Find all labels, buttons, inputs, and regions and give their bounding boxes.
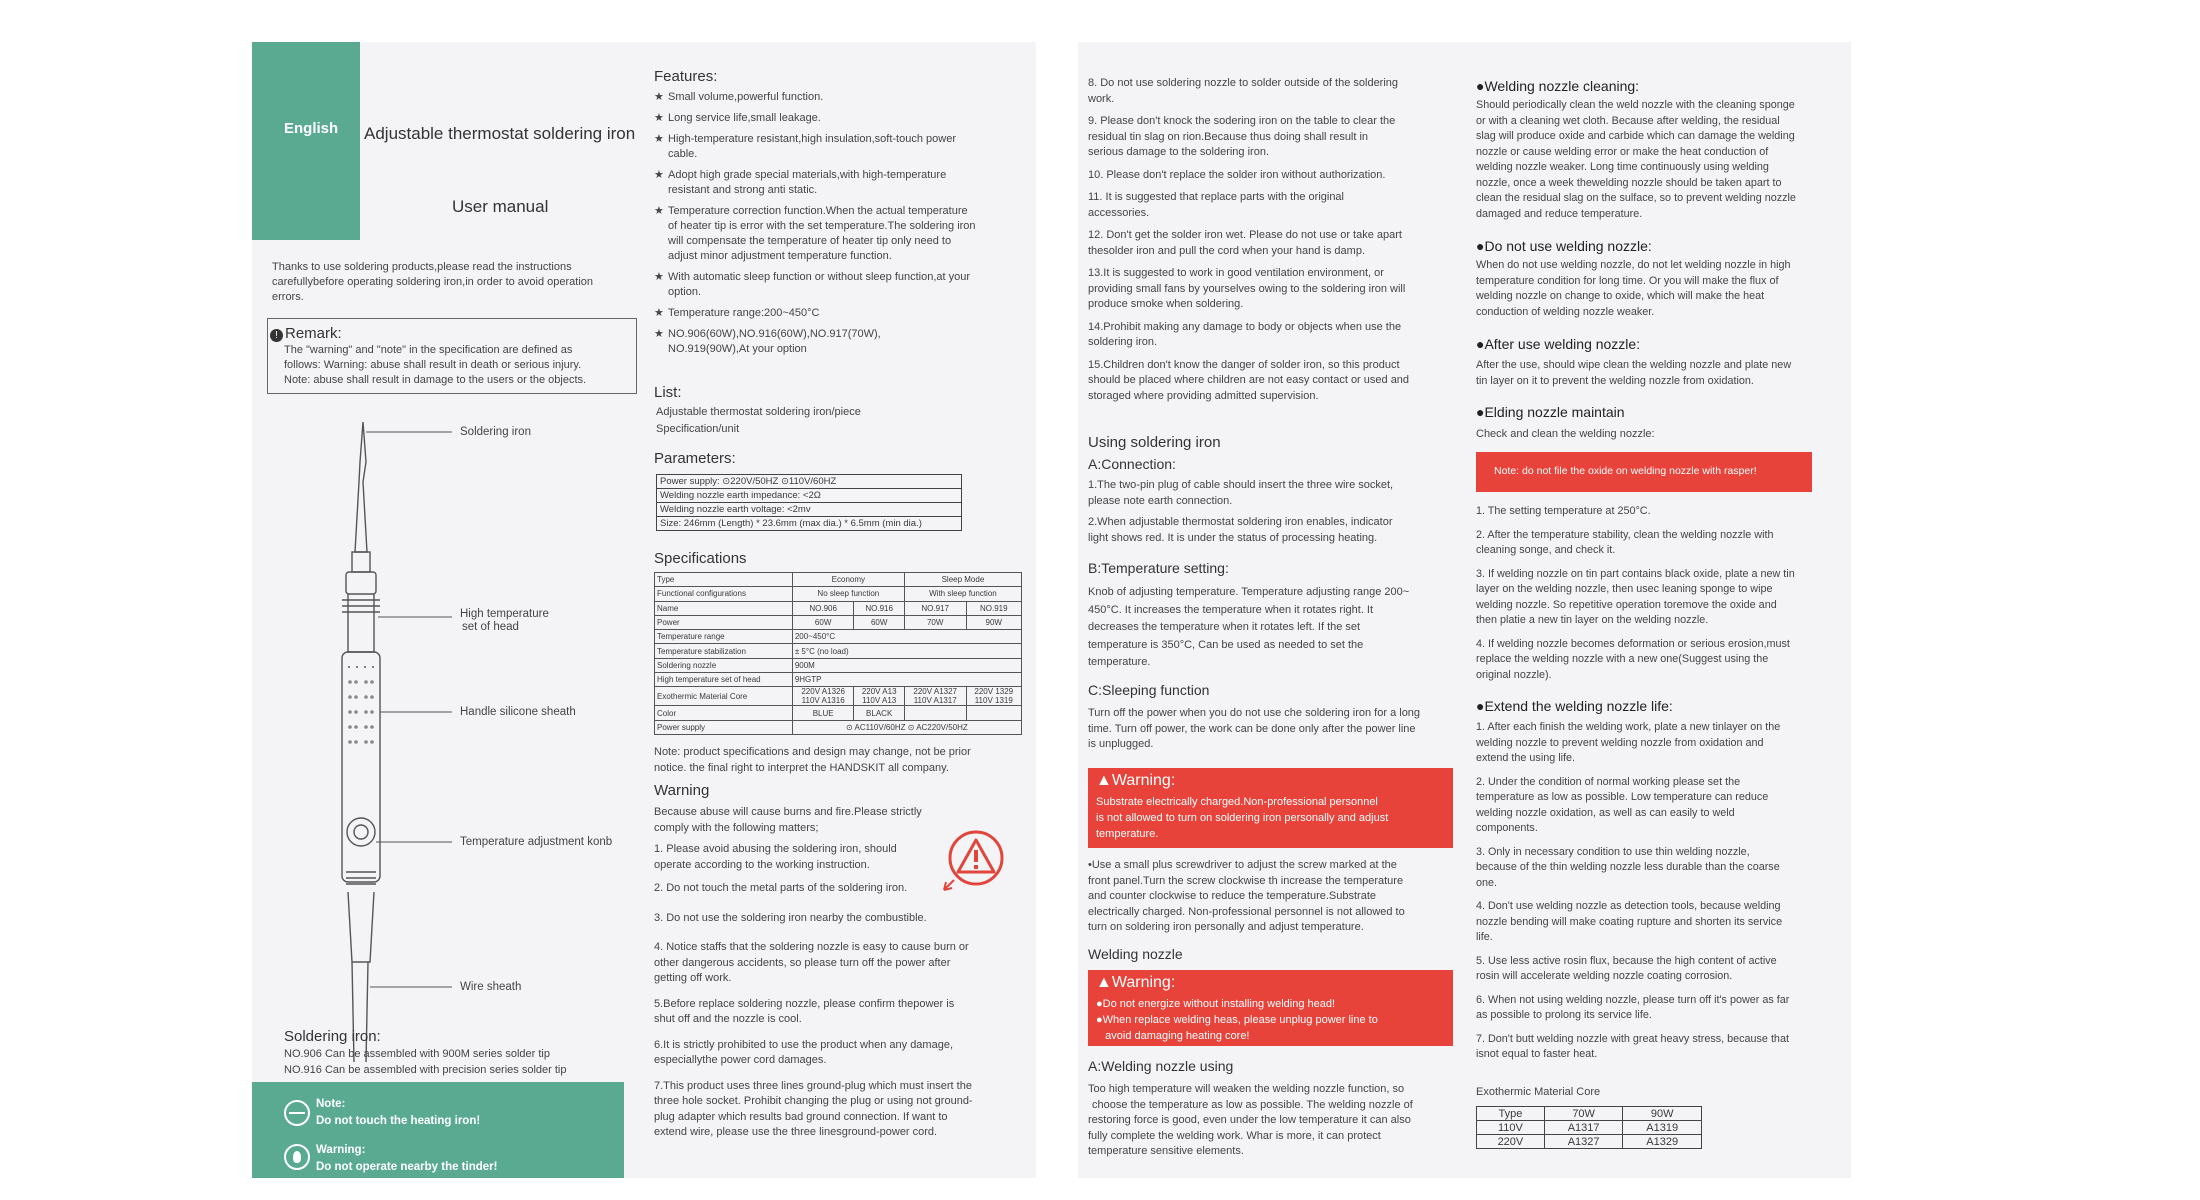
feature-item: ★ High-temperature resistant,high insulation,soft-touch power cable. [654,132,1032,162]
warning-triangle-icon: ▲ [1096,974,1112,991]
extend-list [1476,720,1846,1071]
no-touch-icon [284,1100,310,1126]
temp-text: Knob of adjusting temperature. Temperature adjusting range 200~ 450°C. It increases the temperature when it rotates right. It decreases the temperature when it rotates left. If the set temperature is 350°C, Can be used as needed to set the temperature. [1088,586,1410,668]
feature-item: ★ Small volume,powerful function. [654,90,1032,105]
language-tab [252,42,360,240]
manual-subtitle: User manual [452,197,549,216]
warning-label: Warning: [316,1144,366,1156]
list-items: Adjustable thermostat soldering iron/piece Specification/unit [656,406,861,435]
extend-item: 7. Don't butt welding nozzle with great heavy stress, because that isnot equal to faster heat. [1476,1032,1789,1060]
temp-title: B:Temperature setting: [1088,560,1229,576]
warning-item: 7.This product uses three lines ground-plug which must insert the three hole socket. Prohibit changing the plug or using not ground- plug adapter which results bad ground connection. If want to extend wire, please use the three linesground-power cord. [654,1079,973,1138]
features-title: Features: [654,68,718,85]
intro-text: Thanks to use soldering products,please read the instructions carefullybefore operating soldering iron,in order to avoid operation errors. [272,261,594,303]
not-use-title: ●Do not use welding nozzle: [1476,238,1652,254]
spec-note: Note: product specifications and design may change, not be prior notice. the final right to interpret the HANDSKIT all company. [654,746,971,774]
connection-title: A:Connection: [1088,456,1176,472]
warning-item: 9. Please don't knock the sodering iron on the table to clear the residual tin slag on rion.Because thus doing shall result in serious damage to the soldering iron. [1088,115,1396,158]
core-title: Exothermic Material Core [1476,1086,1601,1098]
iron-title: Soldering iron: [284,1028,381,1045]
parameters-table: Power supply: ⊙220V/50HZ ⊙110V/60HZ Welding nozzle earth impedance: <2Ω Welding nozzle earth voltage: <2mv Size: 246mm (Length) * 23.6mm (max dia.) * 6.5mm (min dia.) [656,474,962,531]
extend-item: 3. Only in necessary condition to use thin welding nozzle, because of the thin welding nozzle less durable than the coarse one. [1476,845,1780,889]
core-table: Type 70W 90W 110V A1317 A1319 220V A1327 A1329 [1476,1106,1702,1149]
manual-page-right [1078,42,1851,1178]
warning-title: Warning [654,782,710,799]
features-list [654,90,1032,363]
cleaning-text: Should periodically clean the weld nozzle with the cleaning sponge or with a cleaning wet cloth. Because after welding, the residual slag will produce oxide and carbide which can damage the welding nozzle or cause welding error or make the heat conduction of welding nozzle weaker. Long time continuously using welding nozzle, once a week thewelding nozzle should be taken apart to clean the residual slag on the sulface, so to prevent welding nozzle damaged and reduce temperature. [1476,99,1796,220]
note-warning-bar [252,1082,624,1178]
feature-item: ★ Temperature correction function.When the actual temperature of heater tip is error with the set temperature.The soldering iron will compensate the temperature of heater tip only need to adjust minor adjustment temperature function. [654,204,1032,264]
warning-text: Do not operate nearby the tinder! [316,1161,498,1173]
maintain-item: 1. The setting temperature at 250°C. [1476,505,1651,517]
extend-item: 6. When not using welding nozzle, please turn off it's power as far as possible to prolong its service life. [1476,993,1790,1021]
info-icon: ! [270,329,283,342]
warning-intro: Because abuse will cause burns and fire.Please strictly comply with the following matters; [654,806,922,834]
extend-item: 4. Don't use welding nozzle as detection tools, because welding nozzle bending will make coating rupture and shorten its service life. [1476,900,1783,943]
cleaning-title: ●Welding nozzle cleaning: [1476,78,1640,94]
feature-item: ★ Long service life,small leakage. [654,111,1032,126]
warning-item: 8. Do not use soldering nozzle to solder outside of the soldering work. [1088,77,1399,105]
nozzle-using-text: Too high temperature will weaken the welding nozzle function, so choose the temperature as low as possible. The welding nozzle of restoring force is good, even under the low temperature it can also fully complete the welding work. Whar is more, it can protect temperature sensitive elements. [1088,1083,1413,1157]
extend-item: 5. Use less active rosin flux, because the high content of active rosin will accelerate welding nozzle coating corrosion. [1476,954,1777,982]
maintain-note-text: Note: do not file the oxide on welding nozzle with rasper! [1494,465,1757,477]
warning-item: 15.Children don't know the danger of solder iron, so this product should be placed where children are not easy contact or used and storaged where providing admitted supervision. [1088,358,1410,402]
flame-icon [284,1144,310,1170]
label-handle: Handle silicone sheath [460,706,576,718]
warning-item: 11. It is suggested that replace parts with the original accessories. [1088,191,1344,219]
iron-models: NO.906 Can be assembled with 900M series solder tip NO.916 Can be assembled with precision series solder tip [284,1048,567,1076]
maintain-note-box [1476,452,1812,492]
maintain-item: 4. If welding nozzle becomes deformation or serious erosion,must replace the welding nozzle with a new one(Suggest using the original nozzle). [1476,637,1790,681]
warning-item: 2. Do not touch the metal parts of the soldering iron. [654,882,908,894]
note-label: Note: [316,1098,346,1110]
extend-item: 2. Under the condition of normal working please set the temperature as low as possible. Low temperature can reduce welding nozzle oxidation, as well as can easily to weld components. [1476,775,1769,834]
warnings-continued [1088,76,1458,412]
manual-page-left [252,42,1036,1178]
language-label: English [284,120,339,137]
note-text: Do not touch the heating iron! [316,1115,481,1127]
screw-text: •Use a small plus screwdriver to adjust the screw marked at the front panel.Turn the screw clockwise th increase the temperature and counter clockwise to reduce the temperature.Substrate electrically charged. Non-professional personnel is not allowed to turn on soldering iron personally and adjust temperature. [1088,859,1405,933]
feature-item: ★ Adopt high grade special materials,with high-temperature resistant and strong anti static. [654,168,1032,198]
label-knob: Temperature adjustment konb [460,836,613,848]
warning-item: 1. Please avoid abusing the soldering iron, should operate according to the working instruction. [654,843,897,871]
sleep-text: Turn off the power when you do not use che soldering iron for a long time. Turn off power, the work can be done only after the power line is unplugged. [1088,707,1421,750]
warnings-list [654,842,1034,1149]
extend-item: 1. After each finish the welding work, plate a new tinlayer on the welding nozzle to prevent welding nozzle from oxidation and extend the using life. [1476,721,1781,764]
extend-title: ●Extend the welding nozzle life: [1476,698,1673,714]
warning-item: 6.It is strictly prohibited to use the product when any damage, especiallythe power cord damages. [654,1038,953,1066]
list-title: List: [654,384,682,401]
warning-item: 4. Notice staffs that the soldering nozzle is easy to cause burn or other dangerous accidents, so please turn off the power after getting off work. [654,941,969,984]
maintain-list [1476,504,1846,691]
feature-item: ★ With automatic sleep function or without sleep function,at your option. [654,270,1032,300]
feature-item: ★ Temperature range:200~450°C [654,306,1032,321]
specifications-table: Type Economy Sleep Mode Functional configurations No sleep function With sleep function Name NO.906 NO.916 NO.917 NO.919 Power 60W 60W 70W 90W Temperature range 200~450°C Temperature stabilization ± 5°C (no load) Soldering nozzle 900M High temperature set of head 9HGTP Exothermic Material Core 220V A1326 110V A1316 220V A13 110V A13 220V A1327 110V A1317 220V 1329 110V 1319 Color BLUE BLACK Power supply ⊙ AC110V/60HZ ⊙ AC220V/50HZ [654,572,1022,735]
warning-item: 5.Before replace soldering nozzle, please confirm thepower is shut off and the nozzle is cool. [654,997,955,1025]
warning-item: 3. Do not use the soldering iron nearby the combustible. [654,911,927,924]
not-use-text: When do not use welding nozzle, do not let welding nozzle in high temperature condition for long time. Or you will make the flux of welding nozzle on change to oxide, which will make the heat conduction of welding nozzle weaker. [1476,259,1791,318]
after-use-title: ●After use welding nozzle: [1476,336,1641,352]
connection-text: 1.The two-pin plug of cable should insert the three wire socket, please note earth connection. 2.When adjustable thermostat soldering iron enables, indicator light shows red. It is under the status of processing heating. [1088,479,1394,544]
remark-box: ! Remark: The "warning" and "note" in the specification are defined as follows: Warning: abuse shall result in death or serious injury. Note: abuse shall result in damage to the users or the objects. [267,318,637,394]
warning-item: 10. Please don't replace the solder iron without authorization. [1088,168,1386,181]
maintain-item: 3. If welding nozzle on tin part contains black oxide, plate a new tin layer on the welding nozzle, then usec leaning sponge to wipe welding nozzle. So repetitive operation toremove the oxide and then platie a new tin layer on the welding nozzle. [1476,567,1795,626]
label-soldering-iron: Soldering iron [460,426,531,438]
params-title: Parameters: [654,450,736,467]
label-head: High temperature set of head [460,608,549,633]
product-title: Adjustable thermostat soldering iron [364,124,636,143]
sleep-title: C:Sleeping function [1088,682,1210,698]
maintain-subtitle: Check and clean the welding nozzle: [1476,428,1655,440]
warning-box-charged: ▲Warning: Substrate electrically charged.Non-professional personnel is not allowed to turn on soldering iron personally and adjust temperature. [1088,768,1453,848]
welding-nozzle-title: Welding nozzle [1088,946,1183,962]
warning-item: 13.It is suggested to work in good ventilation environment, or providing small fans by yourselves owing to the soldering iron will produce smoke when soldering. [1088,267,1406,310]
soldering-iron-diagram [312,422,652,1062]
warning-box-title: ▲Warning: [1096,974,1176,991]
warning-item: 12. Don't get the solder iron wet. Please do not use or take apart thesolder iron and pull the cord when your hand is damp. [1088,229,1402,257]
spec-title: Specifications [654,550,747,567]
nozzle-using-title: A:Welding nozzle using [1088,1058,1234,1074]
maintain-item: 2. After the temperature stability, clean the welding nozzle with cleaning songe, and check it. [1476,528,1774,556]
feature-item: ★ NO.906(60W),NO.916(60W),NO.917(70W), NO.919(90W),At your option [654,327,1032,357]
warning-box-title: ▲Warning: [1096,772,1176,789]
warning-item: 14.Prohibit making any damage to body or objects when use the soldering iron. [1088,320,1402,348]
maintain-title: ●Elding nozzle maintain [1476,404,1625,420]
label-wire: Wire sheath [460,981,522,993]
remark-title: ! Remark: [270,325,342,342]
after-use-text: After the use, should wipe clean the welding nozzle and plate new tin layer on it to prevent the welding nozzle from oxidation. [1476,359,1792,387]
using-title: Using soldering iron [1088,434,1221,451]
warning-box-nozzle: ▲Warning: ●Do not energize without installing welding head! ●When replace welding heas, please unplug power line to avoid damaging heating core! [1088,970,1453,1046]
warning-triangle-icon: ▲ [1096,772,1112,789]
